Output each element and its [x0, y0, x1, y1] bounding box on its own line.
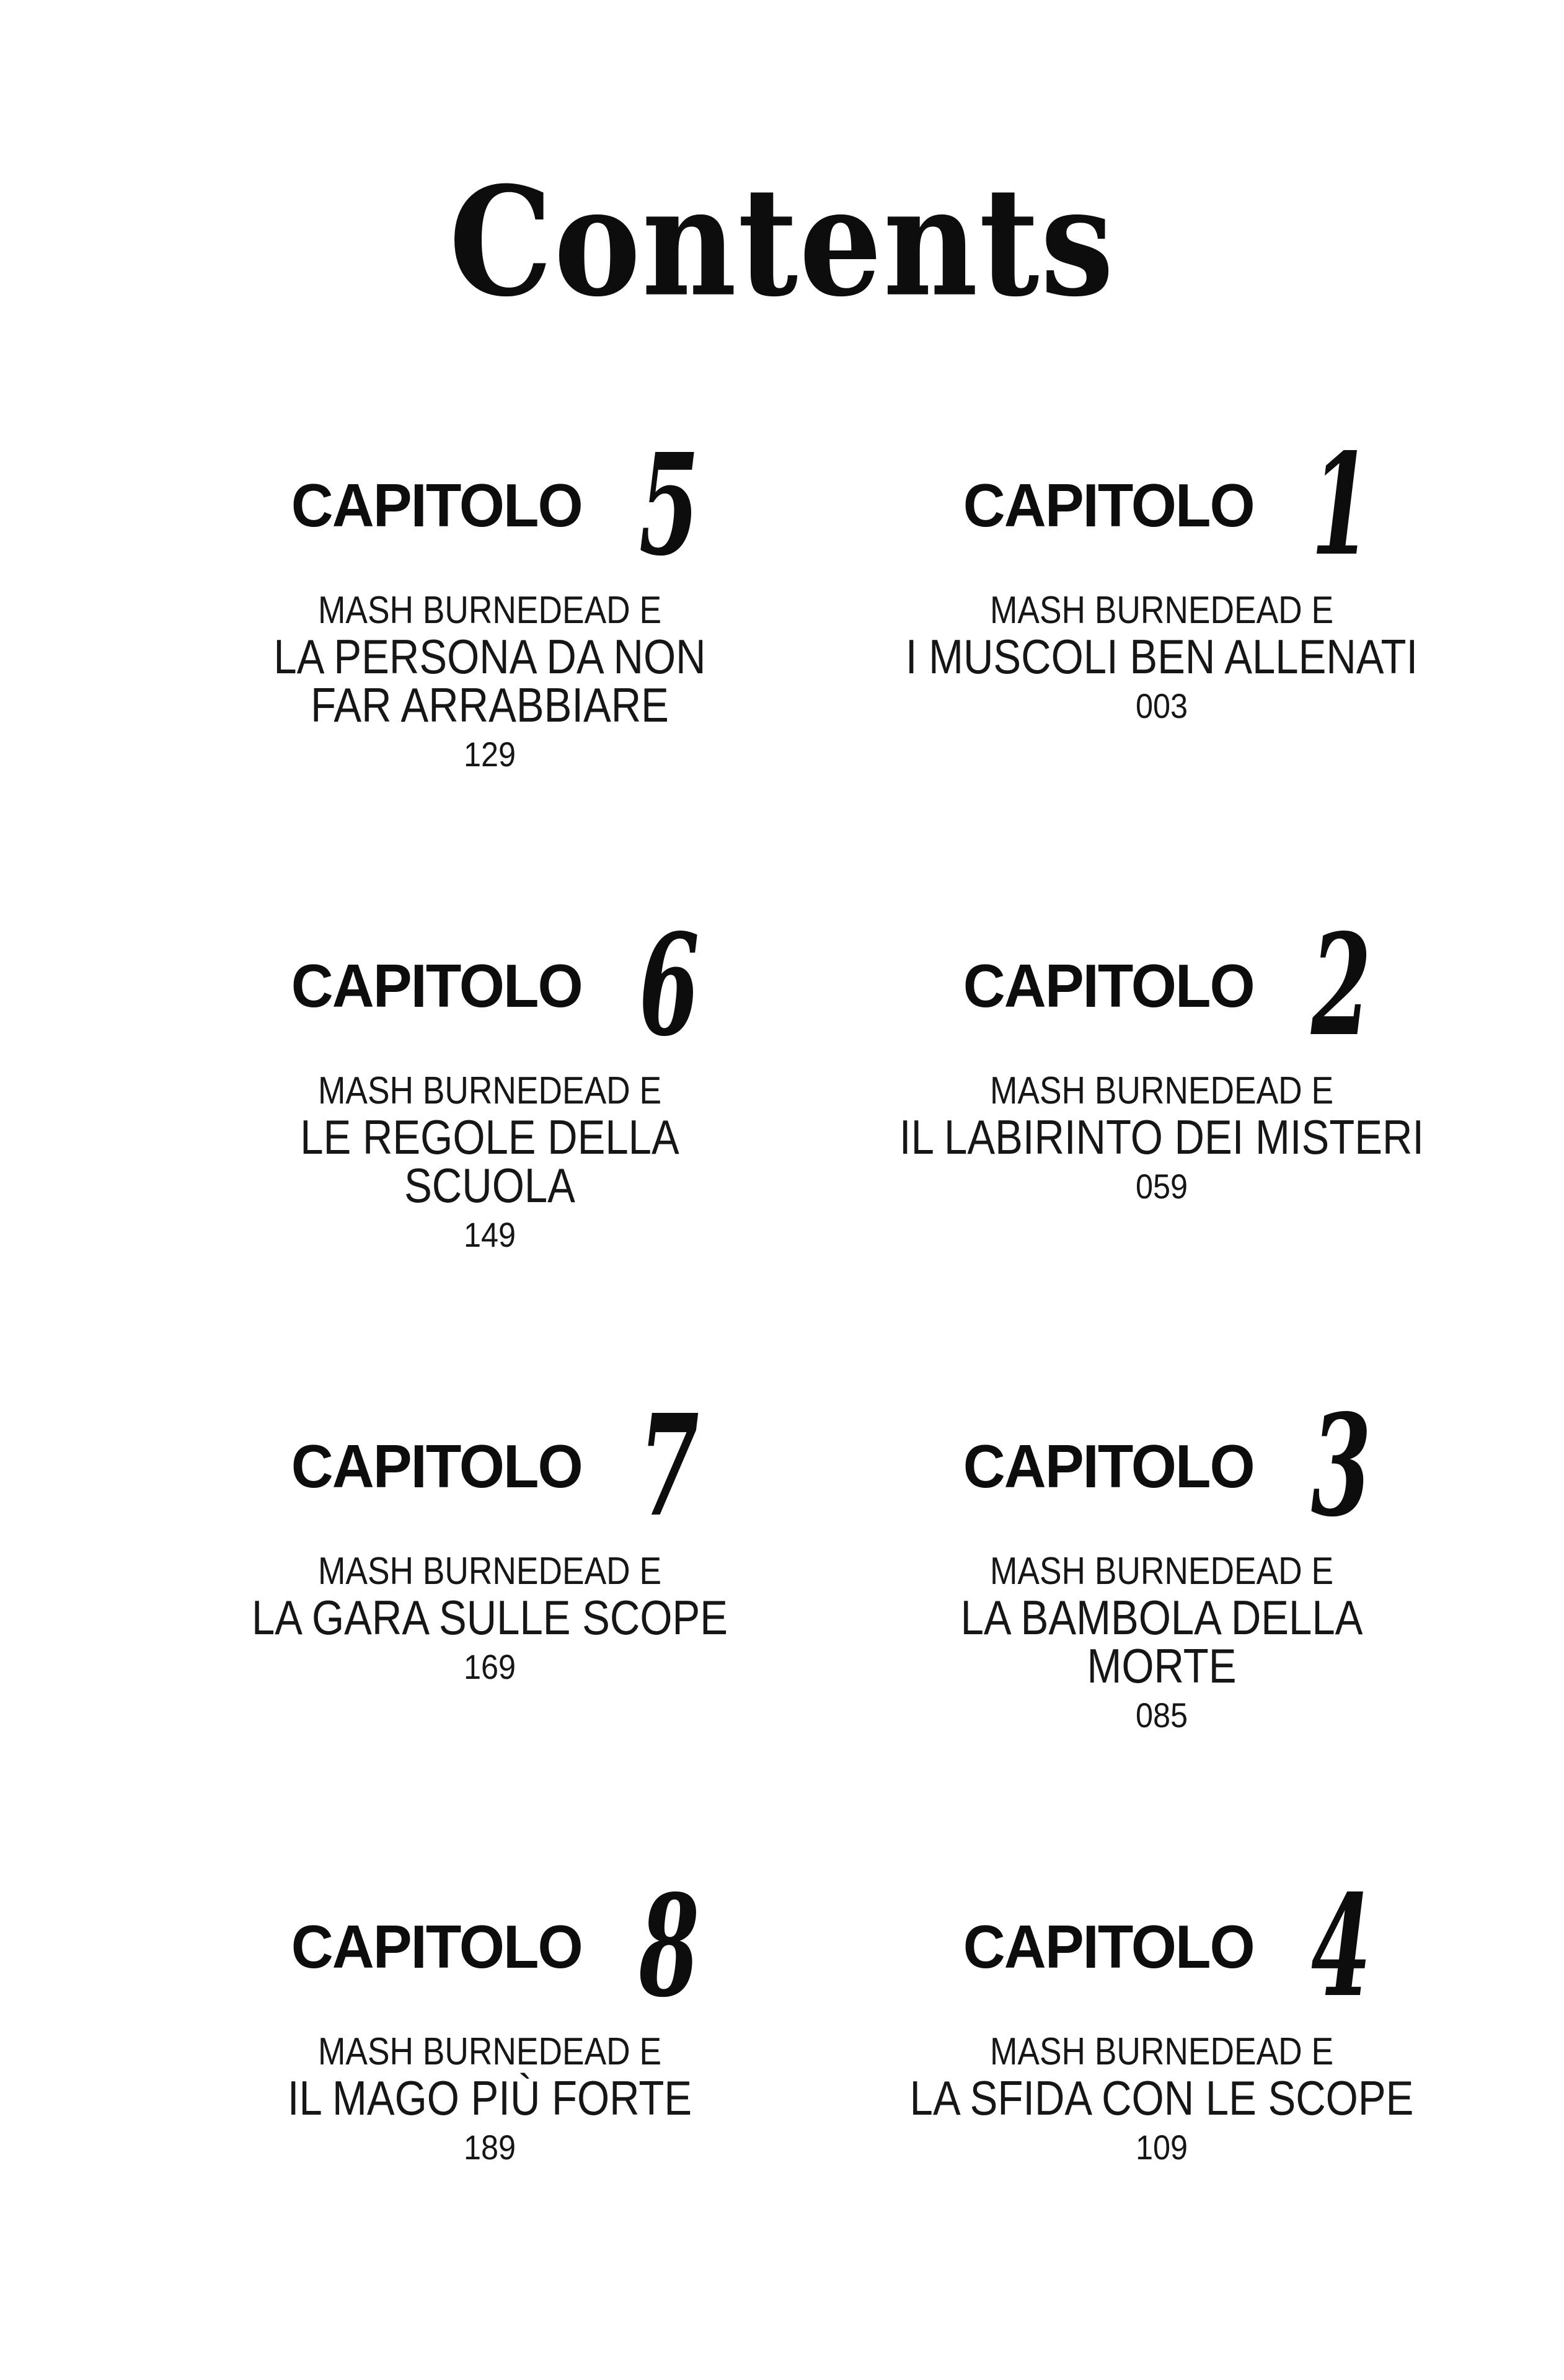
chapter-page-number: 169 [463, 1647, 516, 1686]
chapter-heading [180, 423, 800, 587]
chapter-heading [852, 1384, 1472, 1548]
chapter-prefix: MASH BURNEDEAD E [989, 1069, 1334, 1112]
page-title: Contents [449, 154, 1115, 330]
chapter-number: 5 [639, 423, 700, 587]
chapter-title-line-1: LA BAMBOLA DELLA MORTE [960, 1590, 1363, 1693]
chapter-page-number: 149 [463, 1215, 516, 1254]
chapter-label: CAPITOLO [963, 1912, 1254, 1981]
chapter-number: 2 [1311, 903, 1372, 1068]
chapter-prefix: MASH BURNEDEAD E [989, 589, 1334, 632]
chapter-label: CAPITOLO [291, 1912, 582, 1981]
chapter-title-line-1: LE REGOLE DELLA SCUOLA [300, 1110, 679, 1213]
chapter-page-number: 059 [1135, 1167, 1188, 1206]
chapter-number: 3 [1311, 1384, 1372, 1548]
chapter-prefix: MASH BURNEDEAD E [317, 1069, 662, 1112]
chapter-label: CAPITOLO [963, 471, 1254, 539]
chapter-prefix: MASH BURNEDEAD E [317, 2030, 662, 2073]
chapter-number: 6 [639, 903, 700, 1068]
toc-entry-chapter-1[interactable] [852, 423, 1472, 728]
chapter-label: CAPITOLO [291, 471, 582, 539]
chapter-prefix: MASH BURNEDEAD E [317, 1550, 662, 1593]
chapter-heading [180, 1864, 800, 2028]
chapter-title-line-1: I MUSCOLI BEN ALLENATI [905, 629, 1418, 684]
chapter-number: 4 [1311, 1864, 1372, 2028]
toc-entry-chapter-7[interactable] [180, 1384, 800, 1689]
chapter-number: 8 [639, 1864, 700, 2028]
chapter-number: 1 [1311, 423, 1372, 587]
chapter-page-number: 085 [1135, 1696, 1188, 1735]
chapter-heading [180, 1384, 800, 1548]
chapter-heading [180, 903, 800, 1068]
chapter-label: CAPITOLO [963, 951, 1254, 1020]
chapter-title-line-1: LA PERSONA DA NON [273, 629, 706, 684]
toc-entry-chapter-3[interactable] [852, 1384, 1472, 1737]
toc-entry-chapter-5[interactable] [180, 423, 800, 776]
chapter-title-line-1: LA GARA SULLE SCOPE [251, 1590, 728, 1645]
chapter-heading [852, 903, 1472, 1068]
toc-entry-chapter-4[interactable] [852, 1864, 1472, 2169]
chapter-title-line-1: IL MAGO PIÙ FORTE [287, 2071, 692, 2125]
toc-entry-chapter-2[interactable] [852, 903, 1472, 1208]
chapter-label: CAPITOLO [291, 1431, 582, 1500]
chapter-title-line-2: FAR ARRABBIARE [311, 678, 669, 732]
chapter-heading [852, 423, 1472, 587]
toc-entry-chapter-6[interactable] [180, 903, 800, 1257]
chapter-page-number: 129 [463, 735, 516, 774]
chapter-prefix: MASH BURNEDEAD E [989, 2030, 1334, 2073]
chapter-page-number: 109 [1135, 2128, 1188, 2167]
chapter-heading [852, 1864, 1472, 2028]
chapter-title-line-1: LA SFIDA CON LE SCOPE [909, 2071, 1414, 2125]
chapter-page-number: 189 [463, 2128, 516, 2167]
chapter-page-number: 003 [1135, 686, 1188, 725]
chapter-prefix: MASH BURNEDEAD E [317, 589, 662, 632]
chapter-number: 7 [639, 1384, 700, 1548]
chapter-prefix: MASH BURNEDEAD E [989, 1550, 1334, 1593]
toc-entry-chapter-8[interactable] [180, 1864, 800, 2169]
chapter-title-line-1: IL LABIRINTO DEI MISTERI [899, 1110, 1425, 1164]
chapter-label: CAPITOLO [291, 951, 582, 1020]
chapter-label: CAPITOLO [963, 1431, 1254, 1500]
